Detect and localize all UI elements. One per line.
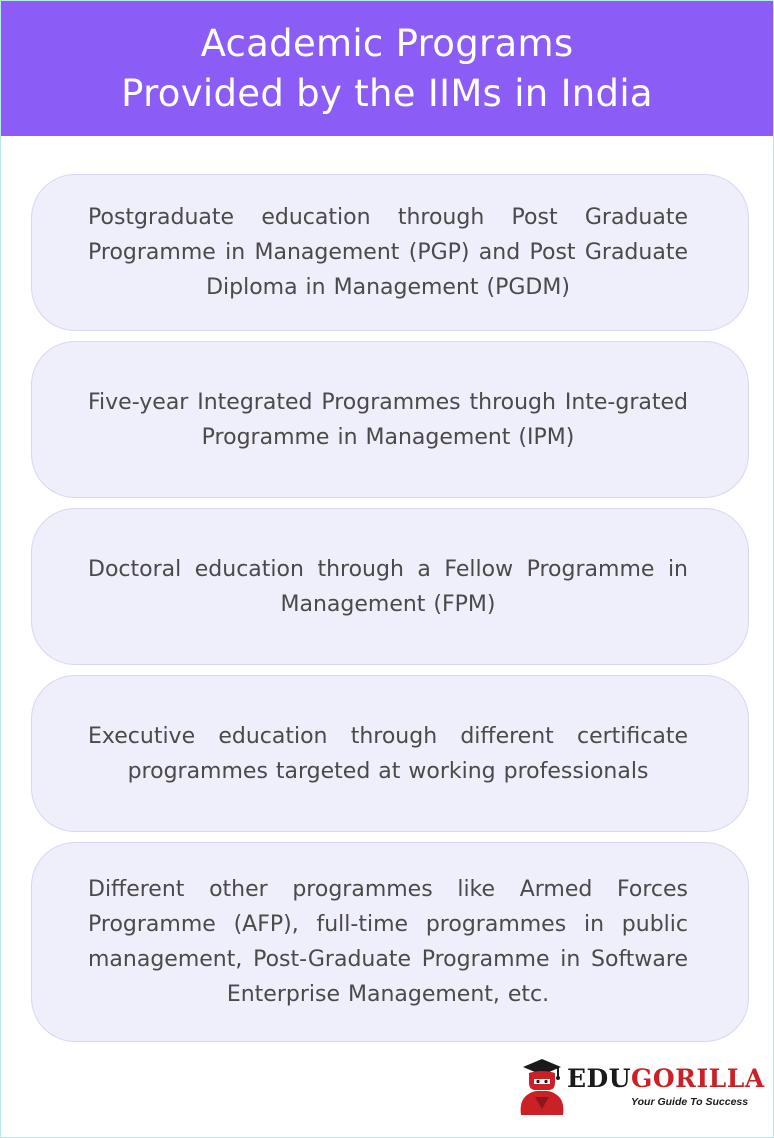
program-text: Doctoral education through a Fellow Programme in Management (FPM): [88, 556, 688, 617]
page-title-line-2: Provided by the IIMs in India: [121, 71, 653, 115]
program-text: Different other programmes like Armed Forces Programme (AFP), full-time programmes in public management, Post-Graduate Programme in Software Enterprise Management, etc.: [88, 877, 688, 1007]
edugorilla-logo: [517, 1057, 765, 1117]
program-text: Executive education through different certificate programmes targeted at working professionals: [88, 723, 688, 784]
program-card-other: [31, 842, 749, 1042]
page-title-line-1: Academic Programs: [200, 21, 574, 65]
program-card-fpm: [31, 508, 749, 665]
program-text: Five-year Integrated Programmes through Inte-grated Programme in Management (IPM): [88, 389, 688, 450]
brand-name-part1: EDU: [567, 1064, 632, 1093]
brand-name-part2: GORILLA: [631, 1064, 765, 1093]
program-card-ipm: [31, 341, 749, 498]
program-card-pgp: [31, 174, 749, 331]
brand-name: [567, 1065, 765, 1093]
program-card-executive: [31, 675, 749, 832]
program-text: Postgraduate education through Post Graduate Programme in Management (PGP) and Post Graduate Diploma in Management (PGDM): [88, 205, 688, 300]
brand-tagline: Your Guide To Success: [631, 1096, 749, 1108]
gorilla-graduation-cap-icon: [517, 1057, 567, 1117]
header-banner: [1, 1, 773, 136]
